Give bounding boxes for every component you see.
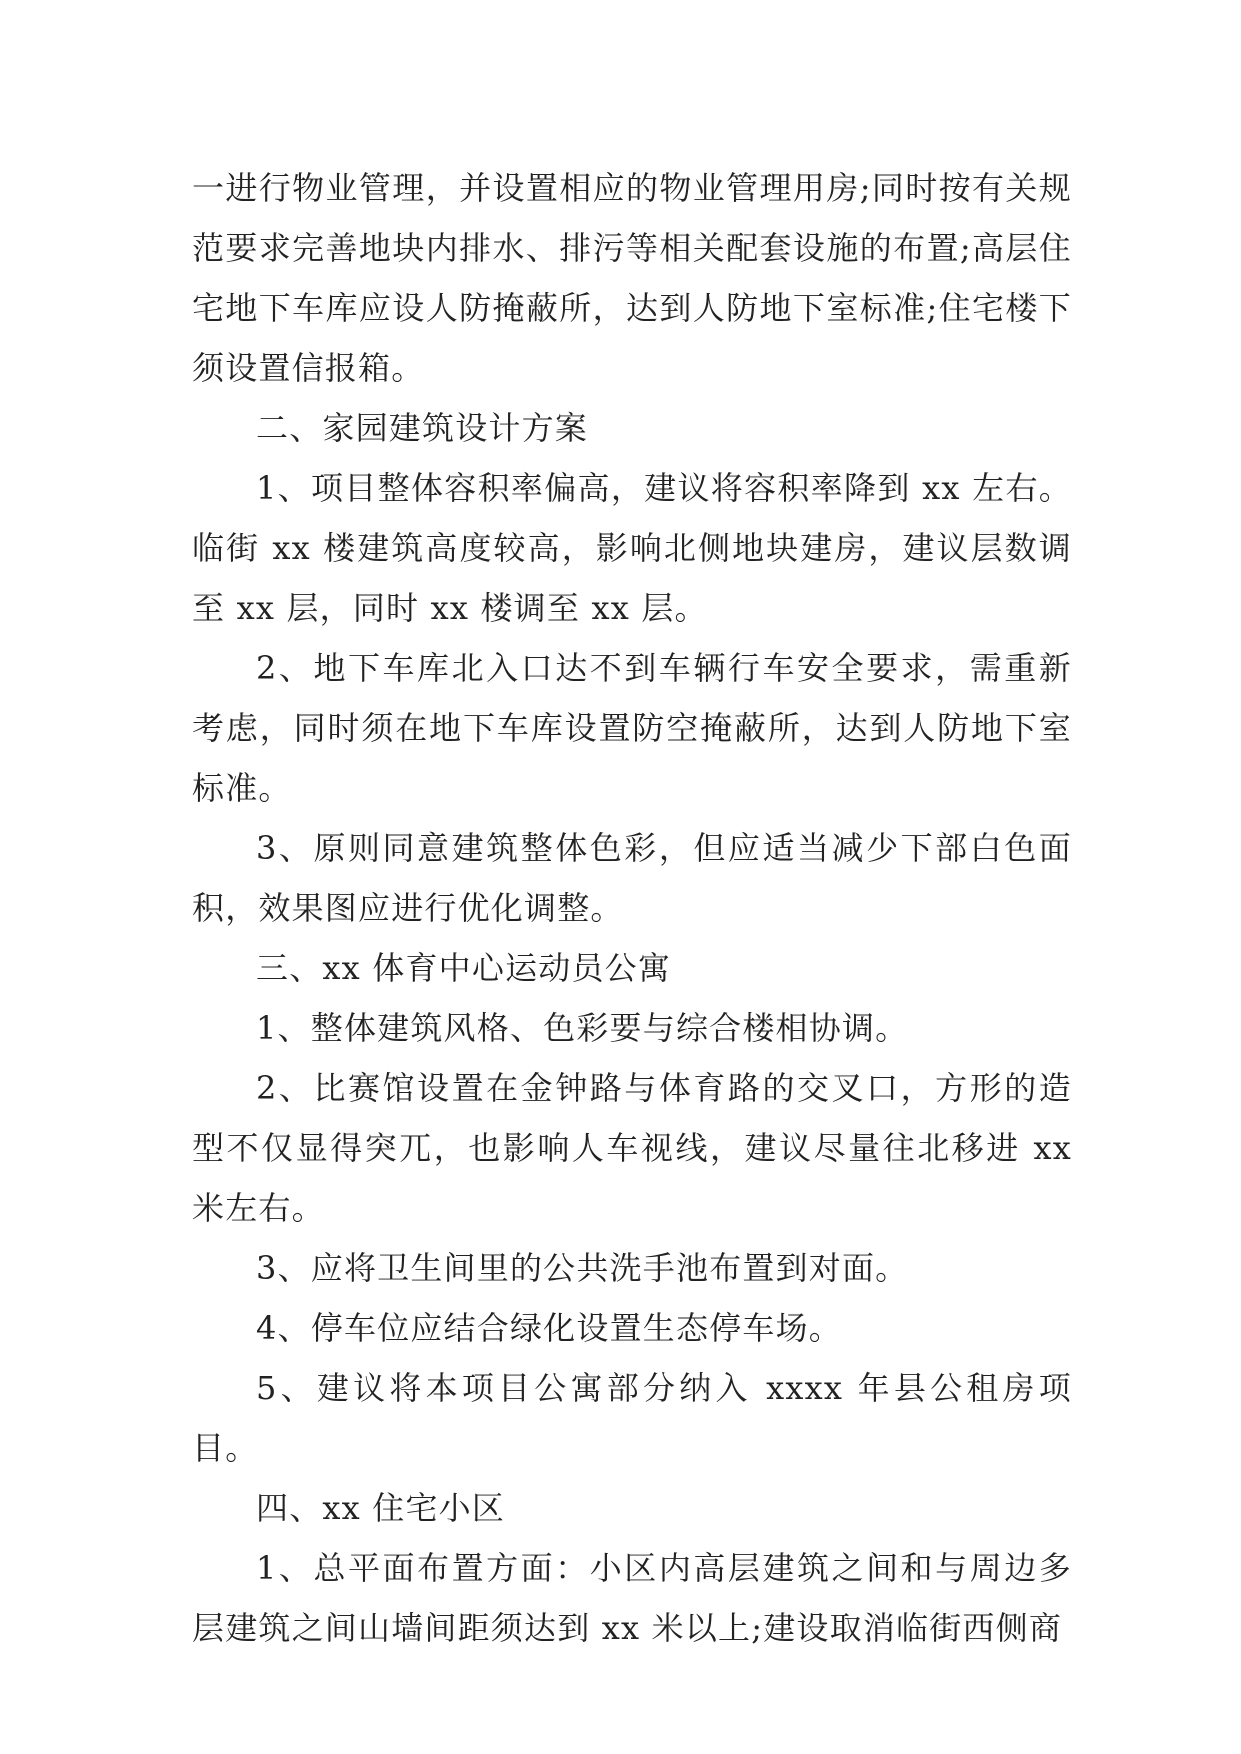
paragraph: 2、比赛馆设置在金钟路与体育路的交叉口，方形的造型不仅显得突兀，也影响人车视线，建议尽量往北移进 xx 米左右。 (192, 1069, 1072, 1227)
paragraph: 2、地下车库北入口达不到车辆行车安全要求，需重新考虑，同时须在地下车库设置防空掩蔽所，达到人防地下室标准。 (192, 649, 1072, 807)
section-heading: 四、xx 住宅小区 (256, 1489, 506, 1527)
paragraph: 1、项目整体容积率偏高，建议将容积率降到 xx 左右。临街 xx 楼建筑高度较高，影响北侧地块建房，建议层数调至 xx 层，同时 xx 楼调至 xx 层。 (192, 469, 1072, 627)
paragraph: 4、停车位应结合绿化设置生态停车场。 (256, 1309, 842, 1347)
paragraph: 3、应将卫生间里的公共洗手池布置到对面。 (256, 1249, 909, 1287)
paragraph: 1、整体建筑风格、色彩要与综合楼相协调。 (256, 1009, 909, 1047)
paragraph: 一进行物业管理，并设置相应的物业管理用房;同时按有关规范要求完善地块内排水、排污等相关配套设施的布置;高层住宅地下车库应设人防掩蔽所，达到人防地下室标准;住宅楼下须设置信报箱。 (192, 169, 1072, 387)
section-heading: 三、xx 体育中心运动员公寓 (256, 949, 672, 987)
paragraph: 3、原则同意建筑整体色彩，但应适当减少下部白色面积，效果图应进行优化调整。 (192, 829, 1072, 927)
paragraph: 5、建议将本项目公寓部分纳入 xxxx 年县公租房项目。 (192, 1369, 1072, 1467)
paragraph: 1、总平面布置方面：小区内高层建筑之间和与周边多层建筑之间山墙间距须达到 xx 米以上;建设取消临街西侧商 (192, 1549, 1072, 1647)
document-body (192, 158, 1072, 1658)
section-heading: 二、家园建筑设计方案 (256, 409, 589, 447)
